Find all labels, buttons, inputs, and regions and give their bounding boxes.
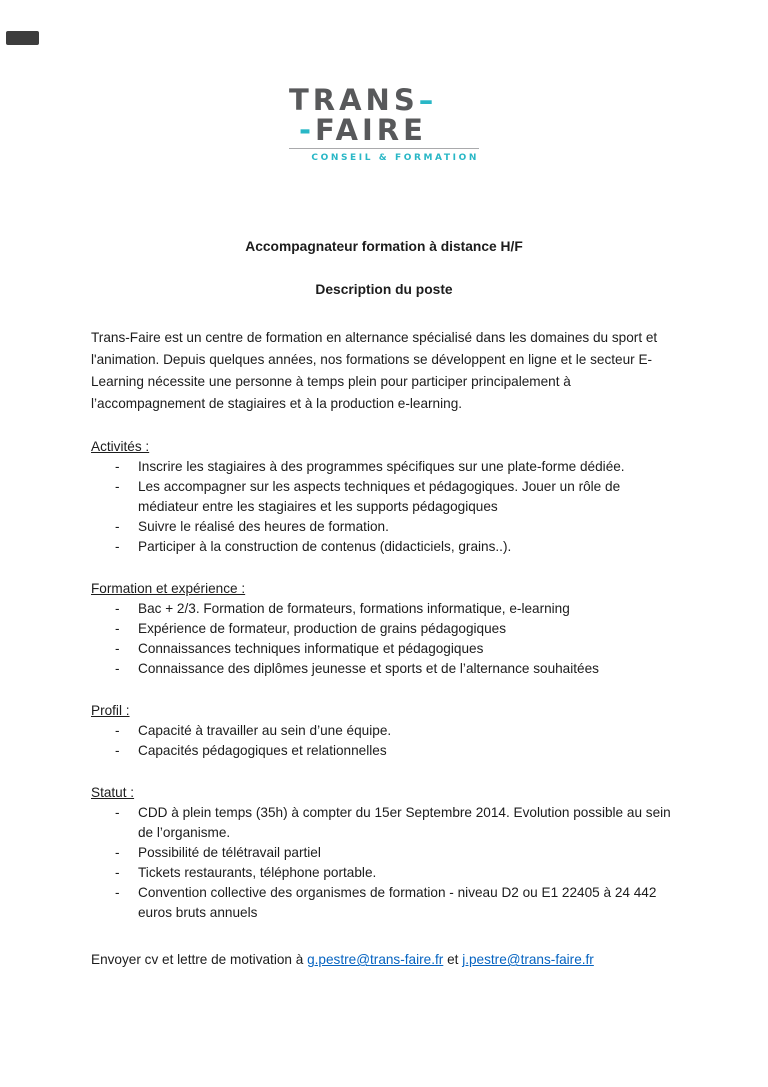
list-item: - Capacité à travailler au sein d’une équipe. xyxy=(91,721,677,741)
section-heading: Statut : xyxy=(91,785,135,801)
section-heading: Formation et expérience : xyxy=(91,581,246,597)
list-item: - Participer à la construction de contenus (didacticiels, grains..). xyxy=(91,537,677,557)
logo-line-2 xyxy=(289,112,479,147)
page-title: Accompagnateur formation à distance H/F xyxy=(245,239,523,255)
list-item: - Bac + 2/3. Formation de formateurs, formations informatique, e-learning xyxy=(91,599,677,619)
list-item: - Tickets restaurants, téléphone portable. xyxy=(91,863,677,883)
section-profil xyxy=(91,700,677,761)
section-items xyxy=(91,599,677,679)
list-item: - Connaissance des diplômes jeunesse et sports et de l’alternance souhaitées xyxy=(91,659,677,679)
list-item: - Inscrire les stagiaires à des programmes spécifiques sur une plate-forme dédiée. xyxy=(91,457,677,477)
list-item: - Suivre le réalisé des heures de formation. xyxy=(91,517,677,537)
list-item: - Possibilité de télétravail partiel xyxy=(91,843,677,863)
trans-faire-logo xyxy=(289,83,479,164)
logo-divider xyxy=(289,148,479,149)
list-item: - Les accompagner sur les aspects techniques et pédagogiques. Jouer un rôle de médiateur entre les stagiaires et les supports pédagogiques xyxy=(91,477,677,517)
top-left-mark xyxy=(6,31,39,45)
section-heading: Activités : xyxy=(91,439,150,455)
logo-word-trans: TRANS xyxy=(289,83,419,117)
logo-dash-2: - xyxy=(299,112,316,147)
page-subtitle: Description du poste xyxy=(315,282,453,298)
list-item: - Capacités pédagogiques et relationnelles xyxy=(91,741,677,761)
footer-text: Envoyer cv et lettre de motivation à xyxy=(91,952,308,968)
list-item: - Expérience de formateur, production de grains pédagogiques xyxy=(91,619,677,639)
application-instructions xyxy=(91,949,677,970)
list-item: - Convention collective des organismes de formation - niveau D2 ou E1 22405 à 24 442 euros bruts annuels xyxy=(91,883,677,923)
email-link-jpestre[interactable]: j.pestre@trans-faire.fr xyxy=(462,952,594,968)
list-item: - Connaissances techniques informatique et pédagogiques xyxy=(91,639,677,659)
section-activites xyxy=(91,436,677,557)
list-item: - CDD à plein temps (35h) à compter du 15er Septembre 2014. Evolution possible au sein de l’organisme. xyxy=(91,803,677,843)
section-statut xyxy=(91,782,677,923)
section-items xyxy=(91,457,677,557)
section-heading: Profil : xyxy=(91,703,130,719)
section-items xyxy=(91,721,677,761)
section-formation-experience xyxy=(91,578,677,679)
document-content xyxy=(0,239,768,970)
logo-tagline: CONSEIL & FORMATION xyxy=(311,153,479,164)
intro-paragraph: Trans-Faire est un centre de formation en alternance spécialisé dans les domaines du sport et l'animation. Depuis quelques années, nos formations se développent en ligne et le secteur E-Learning nécessite une personne à temps plein pour participer principalement à l’accompagnement de stagiaires et à la production e-learning. xyxy=(91,330,658,412)
logo-line-1 xyxy=(289,83,479,117)
email-link-gpestre[interactable]: g.pestre@trans-faire.fr xyxy=(307,952,444,968)
logo-word-faire: FAIRE xyxy=(315,112,427,147)
logo-dash-1: – xyxy=(418,83,438,117)
footer-text: et xyxy=(443,952,463,968)
section-items xyxy=(91,803,677,923)
